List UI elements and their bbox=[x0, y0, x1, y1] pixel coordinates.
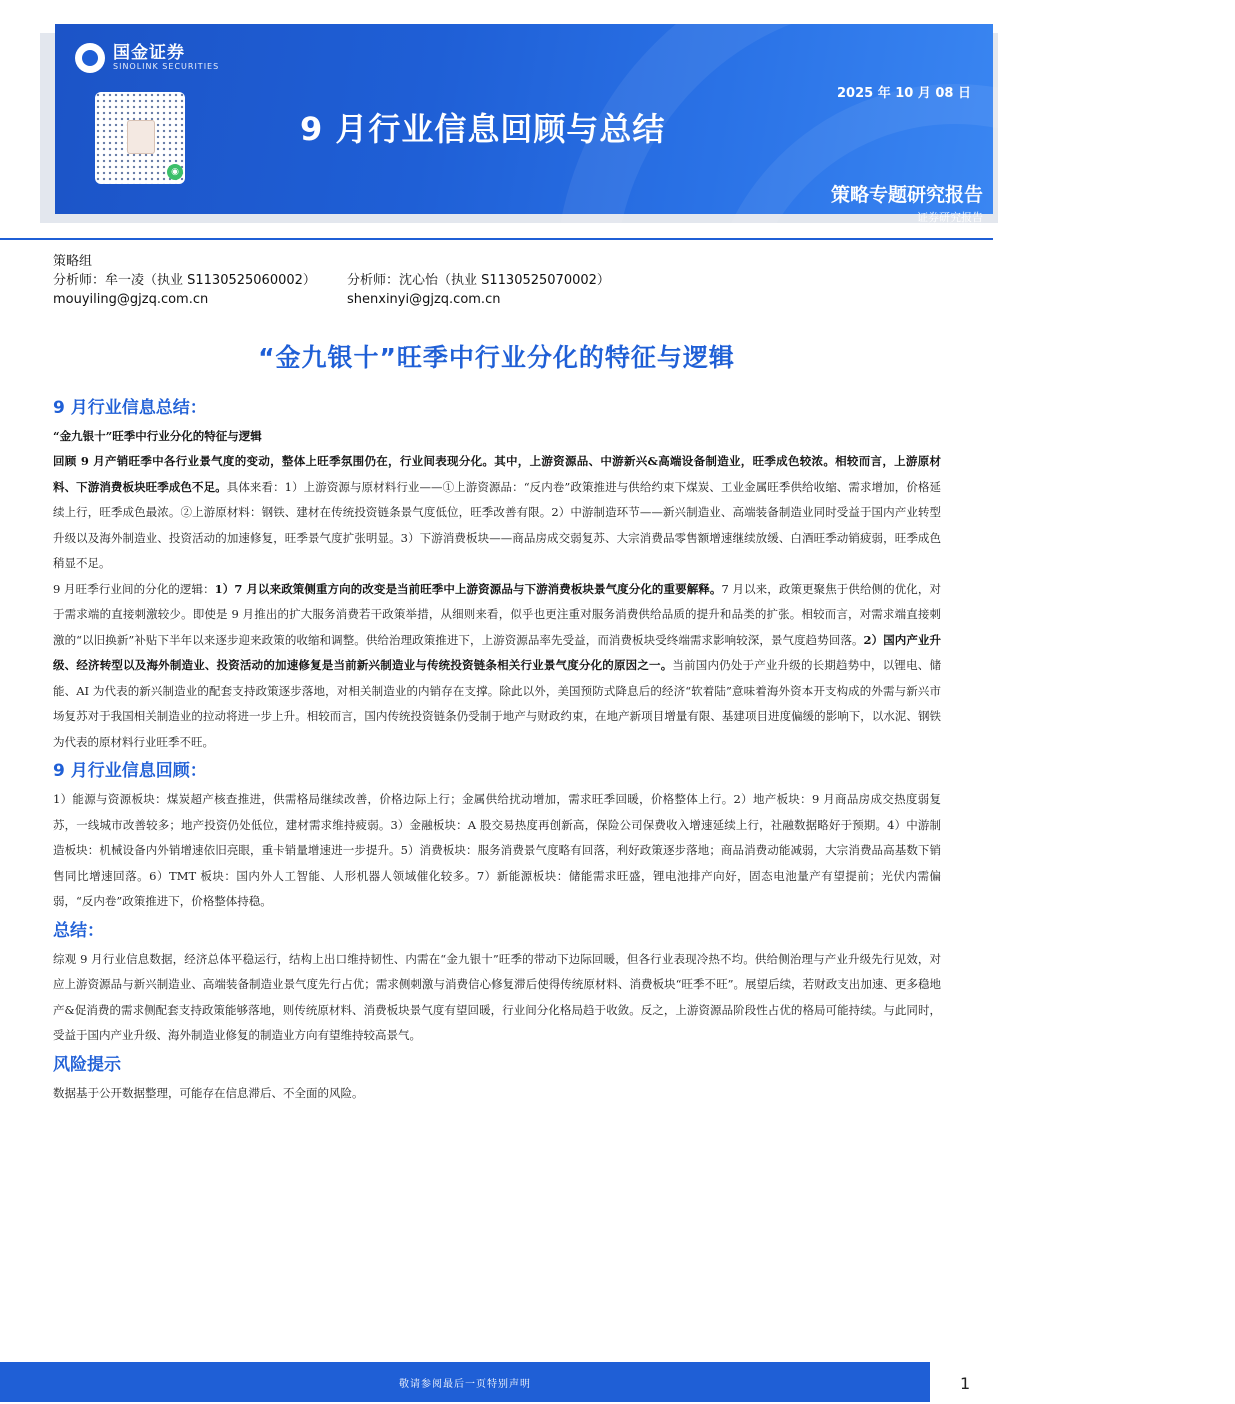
analyst-1-email[interactable]: mouyiling@gjzq.com.cn bbox=[53, 292, 209, 307]
wechat-badge-icon: ◉ bbox=[167, 164, 183, 180]
analyst-2: 分析师：沈心怡（执业 S1130525070002） bbox=[347, 273, 610, 288]
summary-p2-text1: 7 月以来，政策更聚焦于供给侧的优化，对于需求端的直接刺激较少。即使是 9 月推出的扩大服务消费若干政策举措，从细则来看，似乎也更注重对服务消费供给品质的提升和品类的扩张。相较而言，对需求端直接刺激的“以旧换新”补贴下半年以来逐步迎来政策的收缩和调整。供给治理政策推进下，上游资源品率先受益，而消费板块受终端需求影响较深，景气度趋势回落。 bbox=[53, 581, 941, 647]
report-date: 2025 年 10 月 08 日 bbox=[837, 86, 971, 101]
summary-p1-text: 具体来看：1）上游资源与原材料行业——①上游资源品：“反内卷”政策推进与供给约束下煤炭、工业金属旺季供给收缩、需求增加，价格延续上行，旺季成色最浓。②上游原材料：钢铁、建材在传统投资链条景气度低位，旺季改善有限。2）中游制造环节——新兴制造业、高端装备制造业同时受益于国内产业转型升级以及海外制造业、投资活动的加速修复，旺季景气度扩张明显。3）下游消费板块——商品房成交弱复苏、大宗消费品零售额增速继续放缓、白酒旺季动销疲弱，旺季成色稍显不足。 bbox=[53, 479, 941, 570]
analyst-1: 分析师：牟一凌（执业 S1130525060002） bbox=[53, 273, 316, 288]
summary-p2-point2: 2）国内产业升级、经济转型以及海外制造业、投资活动的加速修复是当前新兴制造业与传统投资链条相关行业景气度分化的原因之一。 bbox=[53, 632, 941, 672]
footer-notice-bar bbox=[0, 1362, 930, 1402]
summary-p2-text2: 当前国内仍处于产业升级的长期趋势中，以锂电、储能、AI 为代表的新兴制造业的配套支持政策逐步落地，对相关制造业的内销存在支撑。除此以外，美国预防式降息后的经济“软着陆”意味着海外资本开支构成的外需与新兴市场复苏对于我国相关制造业的拉动将进一步上升。相较而言，国内传统投资链条仍受制于地产与财政约束，在地产新项目增量有限、基建项目进度偏缓的影响下，以水泥、钢铁为代表的原材料行业旺季不旺。 bbox=[53, 658, 941, 749]
report-title: 9 月行业信息回顾与总结 bbox=[300, 110, 666, 148]
review-paragraph: 1）能源与资源板块：煤炭超产核查推进，供需格局继续改善，价格边际上行；金属供给扰动增加，需求旺季回暖，价格整体上行。2）地产板块：9 月商品房成交热度弱复苏，一线城市改善较多；地产投资仍处低位，建材需求维持疲弱。3）金融板块：A 股交易热度再创新高，保险公司保费收入增速延续上行，社融数据略好于预期。4）中游制造板块：机械设备内外销增速依旧亮眼，重卡销量增速进一步提升。5）消费板块：服务消费景气度略有回落，利好政策逐步落地；商品消费动能减弱，大宗消费品高基数下销售同比增速回落。6）TMT 板块：国内外人工智能、人形机器人领域催化较多。7）新能源板块：储能需求旺盛，锂电池排产向好，固态电池量产有望提前；光伏内需偏弱，“反内卷”政策推进下，价格整体持稳。 bbox=[53, 792, 941, 908]
summary-p2-intro: 9 月旺季行业间的分化的逻辑： bbox=[53, 581, 215, 596]
author-block bbox=[53, 252, 610, 309]
section-risk-heading: 风险提示 bbox=[53, 1054, 121, 1075]
report-body bbox=[53, 392, 941, 1106]
page-number: 1 bbox=[960, 1374, 971, 1393]
footer-notice: 敬请参阅最后一页特别声明 bbox=[399, 1378, 531, 1390]
qr-code-icon bbox=[95, 92, 185, 184]
summary-paragraph-2 bbox=[53, 577, 941, 756]
main-title: “金九银十”旺季中行业分化的特征与逻辑 bbox=[258, 343, 735, 372]
section-review-heading: 9 月行业信息回顾： bbox=[53, 761, 207, 781]
summary-subheading: “金九银十”旺季中行业分化的特征与逻辑 bbox=[53, 429, 262, 443]
logo-en: SINOLINK SECURITIES bbox=[113, 62, 220, 71]
summary-paragraph-1 bbox=[53, 449, 941, 577]
logo-icon bbox=[75, 43, 105, 73]
risk-paragraph: 数据基于公开数据整理，可能存在信息滞后、不全面的风险。 bbox=[53, 1085, 364, 1100]
report-type: 策略专题研究报告 bbox=[830, 184, 983, 206]
company-logo bbox=[75, 43, 219, 73]
section-summary-heading: 9 月行业信息总结： bbox=[53, 398, 207, 418]
team-name: 策略组 bbox=[53, 254, 93, 269]
report-subtype: 证券研究报告 bbox=[917, 211, 983, 224]
header-divider bbox=[0, 238, 993, 240]
summary-p1-bold: 回顾 9 月产销旺季中各行业景气度的变动，整体上旺季氛围仍在，行业间表现分化。其中，上游资源品、中游新兴&高端设备制造业，旺季成色较浓。相较而言，上游原材料、下游消费板块旺季成色不足。 bbox=[53, 454, 941, 494]
analyst-2-email[interactable]: shenxinyi@gjzq.com.cn bbox=[347, 292, 501, 307]
section-conclusion-heading: 总结： bbox=[53, 920, 104, 941]
qr-center-logo bbox=[127, 120, 155, 154]
summary-p2-point1: 1）7 月以来政策侧重方向的改变是当前旺季中上游资源品与下游消费板块景气度分化的重要解释。 bbox=[214, 581, 722, 596]
logo-cn: 国金证券 bbox=[113, 43, 185, 63]
conclusion-paragraph: 综观 9 月行业信息数据，经济总体平稳运行，结构上出口维持韧性、内需在“金九银十”旺季的带动下边际回暖，但各行业表现冷热不均。供给侧治理与产业升级先行见效，对应上游资源品与新兴制造业、高端装备制造业景气度先行占优；需求侧刺激与消费信心修复滞后使得传统原材料、消费板块“旺季不旺”。展望后续，若财政支出加速、更多稳地产&促消费的需求侧配套支持政策能够落地，则传统原材料、消费板块景气度有望回暖，行业间分化格局趋于收敛。反之，上游资源品阶段性占优的格局可能持续。与此同时，受益于国内产业升级、海外制造业修复的制造业方向有望维持较高景气。 bbox=[53, 951, 941, 1042]
